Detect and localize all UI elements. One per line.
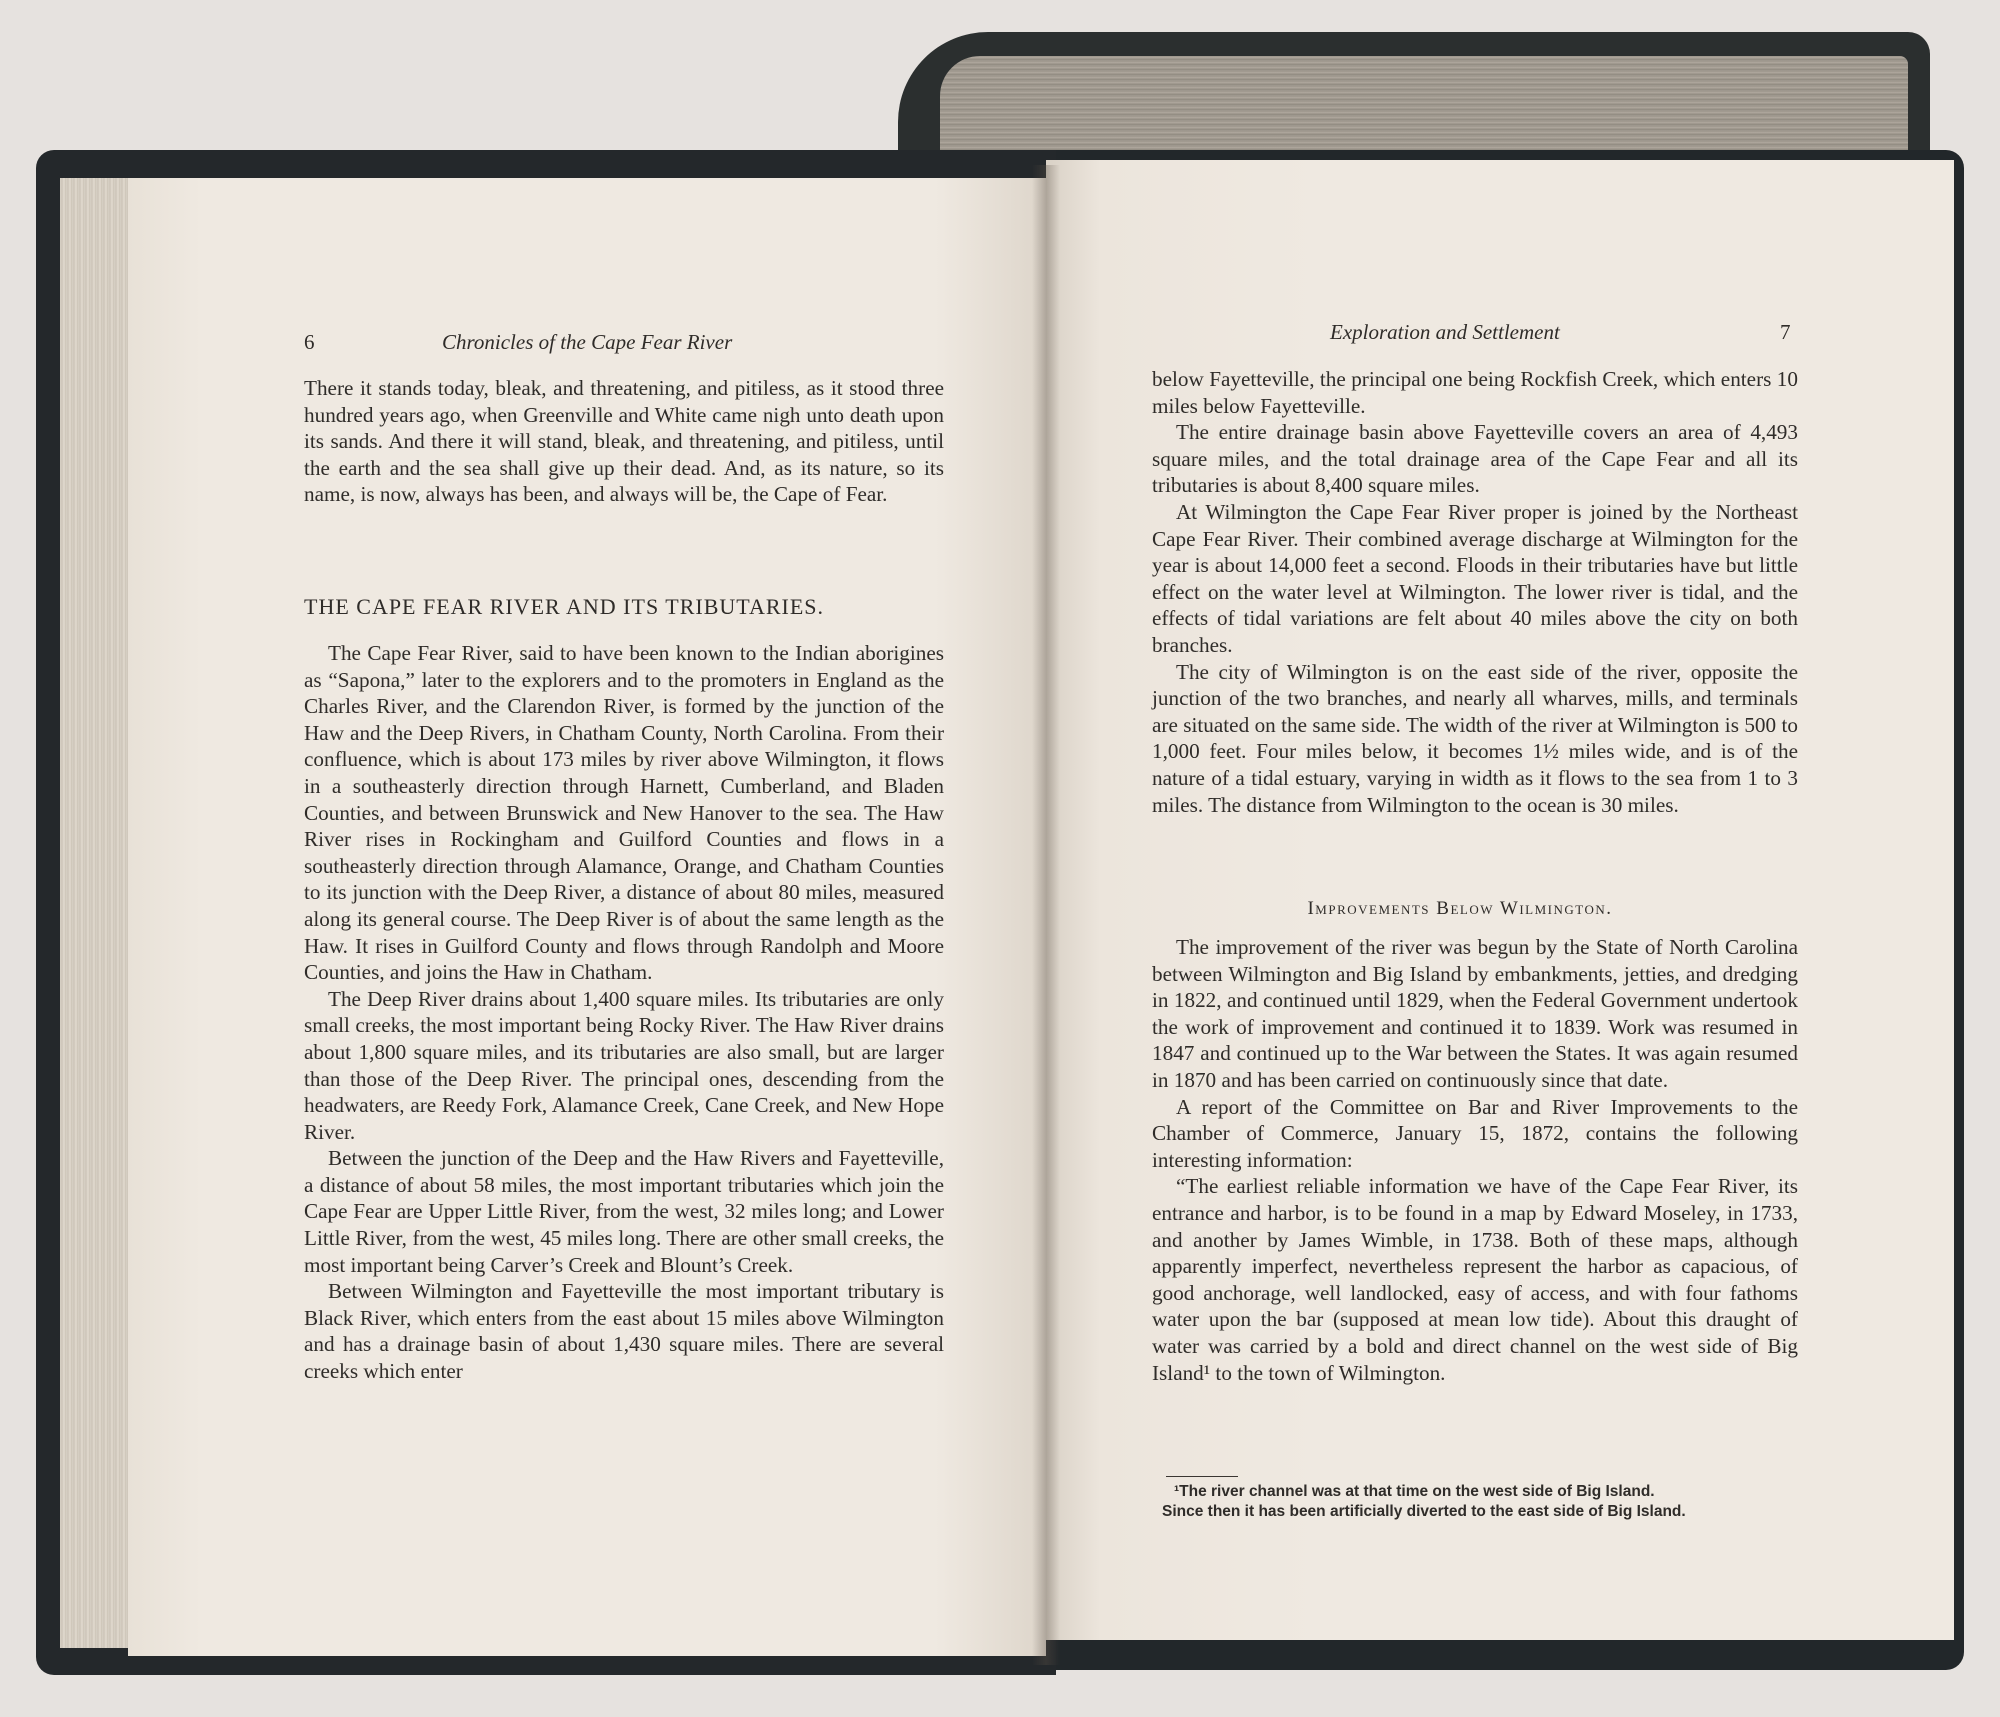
footnote-rule	[1166, 1476, 1238, 1477]
footnote	[1162, 1482, 1802, 1522]
paragraph: The Cape Fear River, said to have been known to the Indian aborigines as “Sapona,” later to the explorers and to the promoters in England as the Charles River, and the Clarendon River, is formed by the junction of the Haw and the Deep Rivers, in Chatham County, North Carolina. From their confluence, which is about 173 miles by river above Wilmington, it flows in a southeasterly direction through Harnett, Cumberland, and Bladen Counties, and between Brunswick and New Hanover to the sea. The Haw River rises in Rockingham and Guilford Counties and flows in a southeasterly direction through Alamance, Orange, and Chatham Counties to its junction with the Deep River, a distance of about 80 miles, measured along its general course. The Deep River is of about the same length as the Haw. It rises in Guilford County and flows through Randolph and Moore Counties, and joins the Haw in Chatham.	[304, 641, 944, 985]
page-number: 6	[304, 330, 315, 354]
paragraph: Between the junction of the Deep and the Haw Rivers and Fayetteville, a distance of about 58 miles, the most important tributaries which join the Cape Fear are Upper Little River, from the west, 32 miles long; and Lower Little River, from the west, 45 miles long. There are other small creeks, the most important being Carver’s Creek and Blount’s Creek.	[304, 1146, 944, 1277]
section-heading: THE CAPE FEAR RIVER AND ITS TRIBUTARIES.	[304, 594, 825, 619]
paragraph: “The earliest reliable information we have of the Cape Fear River, its entrance and harbor, is to be found in a map by Edward Moseley, in 1733, and another by James Wimble, in 1738. Both of these maps, although apparently imperfect, nevertheless represent the harbor as capacious, of good anchorage, well landlocked, easy of access, and with four fathoms water upon the bar (supposed at mean low tide). About this draught of water was carried by a bold and direct channel on the west side of Big Island¹ to the town of Wilmington.	[1152, 1174, 1798, 1385]
left-page-edges	[60, 178, 130, 1648]
paragraph: There it stands today, bleak, and threatening, and pitiless, as it stood three hundred years ago, when Greenville and White came nigh unto death upon its sands. And there it will stand, bleak, and threatening, and pitiless, until the earth and the sea shall give up their dead. And, as its nature, so its name, is now, always has been, and always will be, the Cape of Fear.	[304, 376, 944, 507]
running-title: Chronicles of the Cape Fear River	[442, 330, 733, 354]
running-title: Exploration and Settlement	[1330, 320, 1560, 344]
subheading: Improvements Below Wilmington.	[1307, 898, 1613, 919]
right-subsection-text	[1152, 934, 1798, 1386]
paragraph: The Deep River drains about 1,400 square miles. Its tributaries are only small creeks, the most important being Rocky River. The Haw River drains about 1,800 square miles, and its tributaries are also small, but are larger than those of the Deep River. The principal ones, descending from the headwaters, are Reedy Fork, Alamance Creek, Cane Creek, and New Hope River.	[304, 986, 944, 1144]
paragraph: below Fayetteville, the principal one being Rockfish Creek, which enters 10 miles below Fayetteville.	[1152, 367, 1798, 418]
left-opening-text	[304, 375, 944, 508]
paragraph: A report of the Committee on Bar and River Improvements to the Chamber of Commerce, January 15, 1872, contains the following interesting information:	[1152, 1094, 1798, 1172]
paragraph: The entire drainage basin above Fayetteville covers an area of 4,493 square miles, and the total drainage area of the Cape Fear and all its tributaries is about 8,400 square miles.	[1152, 420, 1798, 498]
right-text	[1152, 366, 1798, 818]
paragraph: The city of Wilmington is on the east side of the river, opposite the junction of the two branches, and nearly all wharves, mills, and terminals are situated on the same side. The width of the river at Wilmington is 500 to 1,000 feet. Four miles below, it becomes 1½ miles wide, and is of the nature of a tidal estuary, varying in width as it flows to the sea from 1 to 3 miles. The distance from Wilmington to the ocean is 30 miles.	[1152, 659, 1798, 817]
left-section-text	[304, 640, 944, 1385]
footnote-line: Since then it has been artificially diverted to the east side of Big Island.	[1162, 1503, 1686, 1520]
paragraph: Between Wilmington and Fayetteville the most important tributary is Black River, which enters from the east about 15 miles above Wilmington and has a drainage basin of about 1,430 square miles. There are several creeks which enter	[304, 1279, 944, 1384]
paragraph: At Wilmington the Cape Fear River proper is joined by the Northeast Cape Fear River. Their combined average discharge at Wilmington for the year is about 14,000 feet a second. Floods in their tributaries have but little effect on the water level at Wilmington. The lower river is tidal, and the effects of tidal variations are felt about 40 miles above the city on both branches.	[1152, 499, 1798, 657]
paragraph: The improvement of the river was begun by the State of North Carolina between Wilmington and Big Island by embankments, jetties, and dredging in 1822, and continued until 1829, when the Federal Government undertook the work of improvement and continued it to 1839. Work was resumed in 1847 and continued up to the War between the States. It was again resumed in 1870 and has been carried on continuously since that date.	[1152, 935, 1798, 1092]
book-gutter	[1032, 165, 1060, 1665]
page-number: 7	[1780, 320, 1791, 344]
footnote-line: ¹The river channel was at that time on the west side of Big Island.	[1174, 1483, 1655, 1500]
